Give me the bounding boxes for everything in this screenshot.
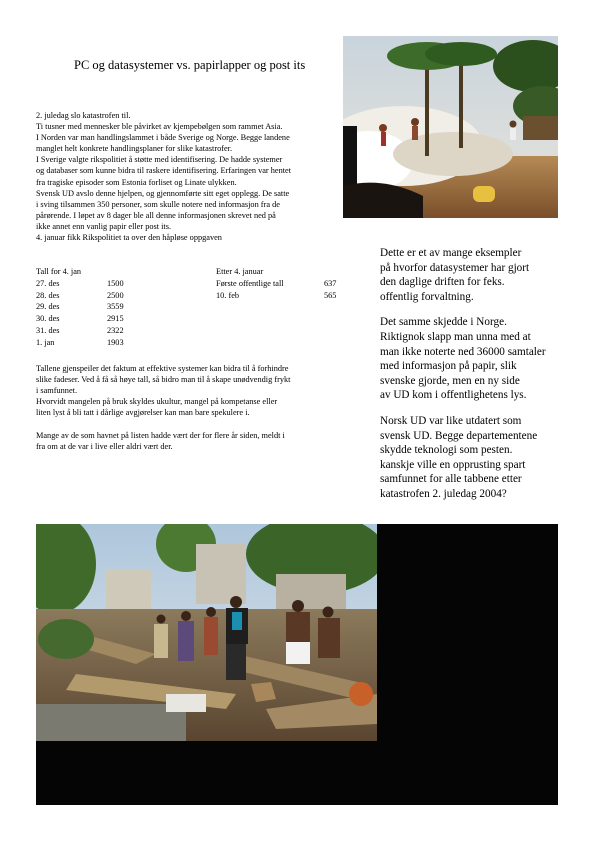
table-cell-date: 29. des [36,302,60,312]
sidebar-line: med informasjon på papir, slik [380,360,517,373]
sidebar-line: Dette er et av mange eksempler [380,247,522,259]
table-cell-count: 2915 [107,314,124,324]
table-cell-count: 1903 [107,337,124,347]
table-row [36,337,147,349]
intro-line: manglet helt konkrete handlingsplaner for slike katastrofer. [36,144,233,154]
body-line: liten lyst å bli tatt i dårlige avgjørelser kan man bare spekulere i. [36,408,250,418]
sidebar-line: katastrofen 2. juledag 2004? [380,487,507,500]
intro-line: 4. januar fikk Rikspolitiet ta over den håpløse oppgaven [36,233,222,243]
table-cell-count: 3559 [107,302,124,312]
page-title: PC og datasystemer vs. papirlapper og post its [74,58,306,72]
body-line: Mange av de som havnet på listen hadde vært der for flere år siden, meldt i [36,430,285,440]
sidebar-line: svenske gjorde, men en ny side [380,374,520,387]
tsunami-debris-photo [36,524,377,741]
figures-table-4-jan [36,266,147,349]
intro-line: I Norden var man handlingslammet i både Sverige og Norge. Begge landene [36,133,290,143]
sidebar-line: av UD kom i offentlighetens lys. [380,389,527,402]
figures-table-after-4-jan [216,266,354,301]
table-cell-date: 28. des [36,290,60,300]
table-cell-date: 27. des [36,278,60,288]
intro-line: fra tragiske episoder som Estonia forliset og Linate ulykken. [36,177,237,187]
table-row [216,290,354,302]
table-row [36,325,147,337]
sidebar-line: svensk UD. Begge departementene [380,429,538,442]
table-cell-count: 2322 [107,325,124,335]
sidebar-line: kanskje ville en opprusting spart [380,458,526,471]
sidebar-line: man ikke noterte ned 36000 samtaler [380,345,546,358]
conclusion-text [36,363,346,452]
sidebar-line: skydde teknologi som pesten. [380,444,513,457]
table-cell-date: 31. des [36,325,60,335]
table-cell-label: 10. feb [216,290,240,300]
intro-line: Ti tusner med mennesker ble påvirket av kjempebølgen som rammet Asia. [36,122,283,132]
table-cell-label: Første offentlige tall [216,278,284,288]
intro-line: Svensk UD avslo denne hjelpen, og gjennomførte sitt eget opplegg. De satte [36,188,290,198]
sidebar-line: offentlig forvaltning. [380,290,474,303]
intro-line: i sving tilsammen 350 personer, som skulle notere ned informasjon fra de [36,199,280,209]
sidebar-line: Det samme skjedde i Norge. [380,316,507,329]
intro-line: I Sverige valgte rikspolitiet å støtte med identifisering. De hadde systemer [36,155,283,165]
intro-text [36,110,358,243]
table-header [216,266,354,278]
body-line: slike fadeser. Ved å få så høye tall, så bidro man til å skape unødvendig frykt [36,375,291,385]
table-cell-date: 30. des [36,314,60,324]
sidebar-commentary [380,246,565,502]
body-line: fra om at de var i live eller aldri vært der. [36,441,173,451]
table-row [36,290,147,302]
sidebar-line: den daglige driften for feks. [380,276,505,289]
table-cell-count: 637 [324,278,337,288]
intro-line: pårørende. I løpet av 8 dager ble all denne informasjonen skrevet ned på [36,210,276,220]
body-line: Tallene gjenspeiler det faktum at effektive systemer kan bidra til å forhindre [36,364,289,373]
table-row [216,278,354,290]
sidebar-line: på hvorfor datasystemer har gjort [380,261,530,274]
table-row [36,278,147,290]
table-row [36,301,147,313]
table-cell-count: 2500 [107,290,124,300]
body-line: i samfunnet. [36,386,78,396]
sidebar-line: Riktignok slapp man unna med at [380,330,531,343]
intro-line: 2. juledag slo katastrofen til. [36,111,131,120]
sidebar-line: samfunnet for alle tabbene etter [380,473,522,486]
sidebar-line: Norsk UD var like utdatert som [380,414,522,427]
table-row [36,313,147,325]
table-cell-count: 565 [324,290,337,300]
table-header [36,266,147,278]
intro-line: ikke annet enn vanlig papir eller post its. [36,221,172,231]
table-header-label: Etter 4. januar [216,267,264,276]
body-line [36,418,346,429]
tsunami-wave-photo [343,36,558,218]
table-cell-count: 1500 [107,278,124,288]
table-cell-date: 1. jan [36,337,55,347]
table-header-label: Tall for 4. jan [36,267,82,276]
intro-line: og databaser som kunne bidra til raskere identifisering. Erfaringen var hentet [36,166,292,176]
body-line: Hvorvidt mangelen på bruk skyldes ukultur, mangel på kompetanse eller [36,397,278,407]
